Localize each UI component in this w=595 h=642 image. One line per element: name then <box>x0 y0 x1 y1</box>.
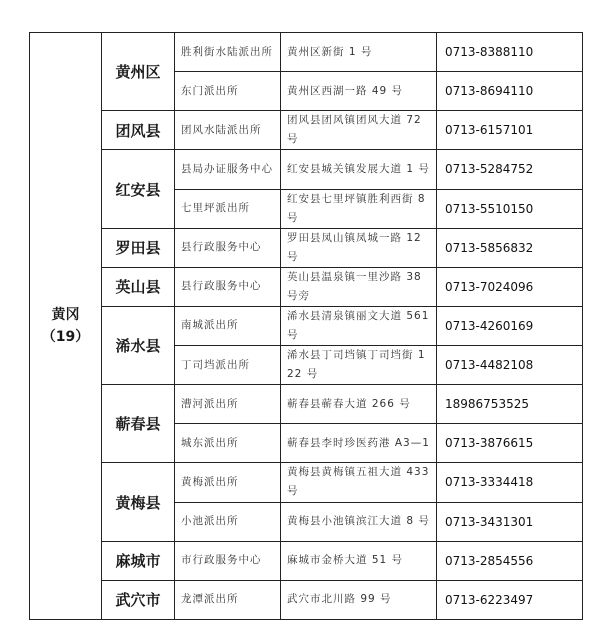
city-cell <box>30 33 102 620</box>
city-count: （19） <box>41 328 90 345</box>
office-cell: 小池派出所 <box>175 502 281 541</box>
phone-cell: 18986753525 <box>437 385 583 424</box>
phone-cell: 0713-3876615 <box>437 424 583 463</box>
office-cell: 七里坪派出所 <box>175 189 281 228</box>
table-row <box>30 150 583 189</box>
address-cell: 英山县温泉镇一里沙路 38 号旁 <box>281 267 437 306</box>
office-cell: 县行政服务中心 <box>175 267 281 306</box>
address-cell: 蕲春县李时珍医药港 A3—1 <box>281 424 437 463</box>
phone-cell: 0713-6223497 <box>437 580 583 619</box>
address-cell: 麻城市金桥大道 51 号 <box>281 541 437 580</box>
county-cell: 浠水县 <box>102 306 175 384</box>
address-cell: 蕲春县蕲春大道 266 号 <box>281 385 437 424</box>
office-cell: 漕河派出所 <box>175 385 281 424</box>
county-cell: 蕲春县 <box>102 385 175 463</box>
office-cell: 胜利街水陆派出所 <box>175 33 281 72</box>
phone-cell: 0713-2854556 <box>437 541 583 580</box>
county-cell: 罗田县 <box>102 228 175 267</box>
phone-cell: 0713-5510150 <box>437 189 583 228</box>
county-cell: 武穴市 <box>102 580 175 619</box>
address-cell: 黄梅县小池镇滨江大道 8 号 <box>281 502 437 541</box>
phone-cell: 0713-8388110 <box>437 33 583 72</box>
table-row <box>30 267 583 306</box>
address-cell: 黄梅县黄梅镇五祖大道 433 号 <box>281 463 437 502</box>
address-cell: 红安县七里坪镇胜利西街 8 号 <box>281 189 437 228</box>
office-cell: 城东派出所 <box>175 424 281 463</box>
address-cell: 团风县团风镇团风大道 72 号 <box>281 111 437 150</box>
address-cell: 浠水县清泉镇丽文大道 561 号 <box>281 306 437 345</box>
office-cell: 东门派出所 <box>175 72 281 111</box>
office-cell: 黄梅派出所 <box>175 463 281 502</box>
address-cell: 武穴市北川路 99 号 <box>281 580 437 619</box>
county-cell: 黄梅县 <box>102 463 175 541</box>
phone-cell: 0713-8694110 <box>437 72 583 111</box>
phone-cell: 0713-5284752 <box>437 150 583 189</box>
police-office-table <box>29 32 583 620</box>
table-row <box>30 580 583 619</box>
address-cell: 黄州区西湖一路 49 号 <box>281 72 437 111</box>
phone-cell: 0713-4260169 <box>437 306 583 345</box>
office-cell: 南城派出所 <box>175 306 281 345</box>
office-cell: 团风水陆派出所 <box>175 111 281 150</box>
office-cell: 市行政服务中心 <box>175 541 281 580</box>
phone-cell: 0713-7024096 <box>437 267 583 306</box>
address-cell: 浠水县丁司垱镇丁司垱街 122 号 <box>281 346 437 385</box>
phone-cell: 0713-3334418 <box>437 463 583 502</box>
office-cell: 丁司垱派出所 <box>175 346 281 385</box>
address-cell: 罗田县凤山镇凤城一路 12 号 <box>281 228 437 267</box>
table-row <box>30 306 583 345</box>
county-cell: 麻城市 <box>102 541 175 580</box>
phone-cell: 0713-5856832 <box>437 228 583 267</box>
table-row <box>30 385 583 424</box>
office-cell: 县局办证服务中心 <box>175 150 281 189</box>
office-cell: 龙潭派出所 <box>175 580 281 619</box>
table-body <box>30 33 583 620</box>
phone-cell: 0713-6157101 <box>437 111 583 150</box>
city-name: 黄冈 <box>51 306 80 323</box>
table-row <box>30 463 583 502</box>
table-row <box>30 111 583 150</box>
table-row <box>30 541 583 580</box>
county-cell: 英山县 <box>102 267 175 306</box>
table-row <box>30 33 583 72</box>
table-row <box>30 228 583 267</box>
phone-cell: 0713-4482108 <box>437 346 583 385</box>
address-cell: 黄州区新街 1 号 <box>281 33 437 72</box>
office-cell: 县行政服务中心 <box>175 228 281 267</box>
county-cell: 团风县 <box>102 111 175 150</box>
phone-cell: 0713-3431301 <box>437 502 583 541</box>
county-cell: 红安县 <box>102 150 175 228</box>
county-cell: 黄州区 <box>102 33 175 111</box>
address-cell: 红安县城关镇发展大道 1 号 <box>281 150 437 189</box>
